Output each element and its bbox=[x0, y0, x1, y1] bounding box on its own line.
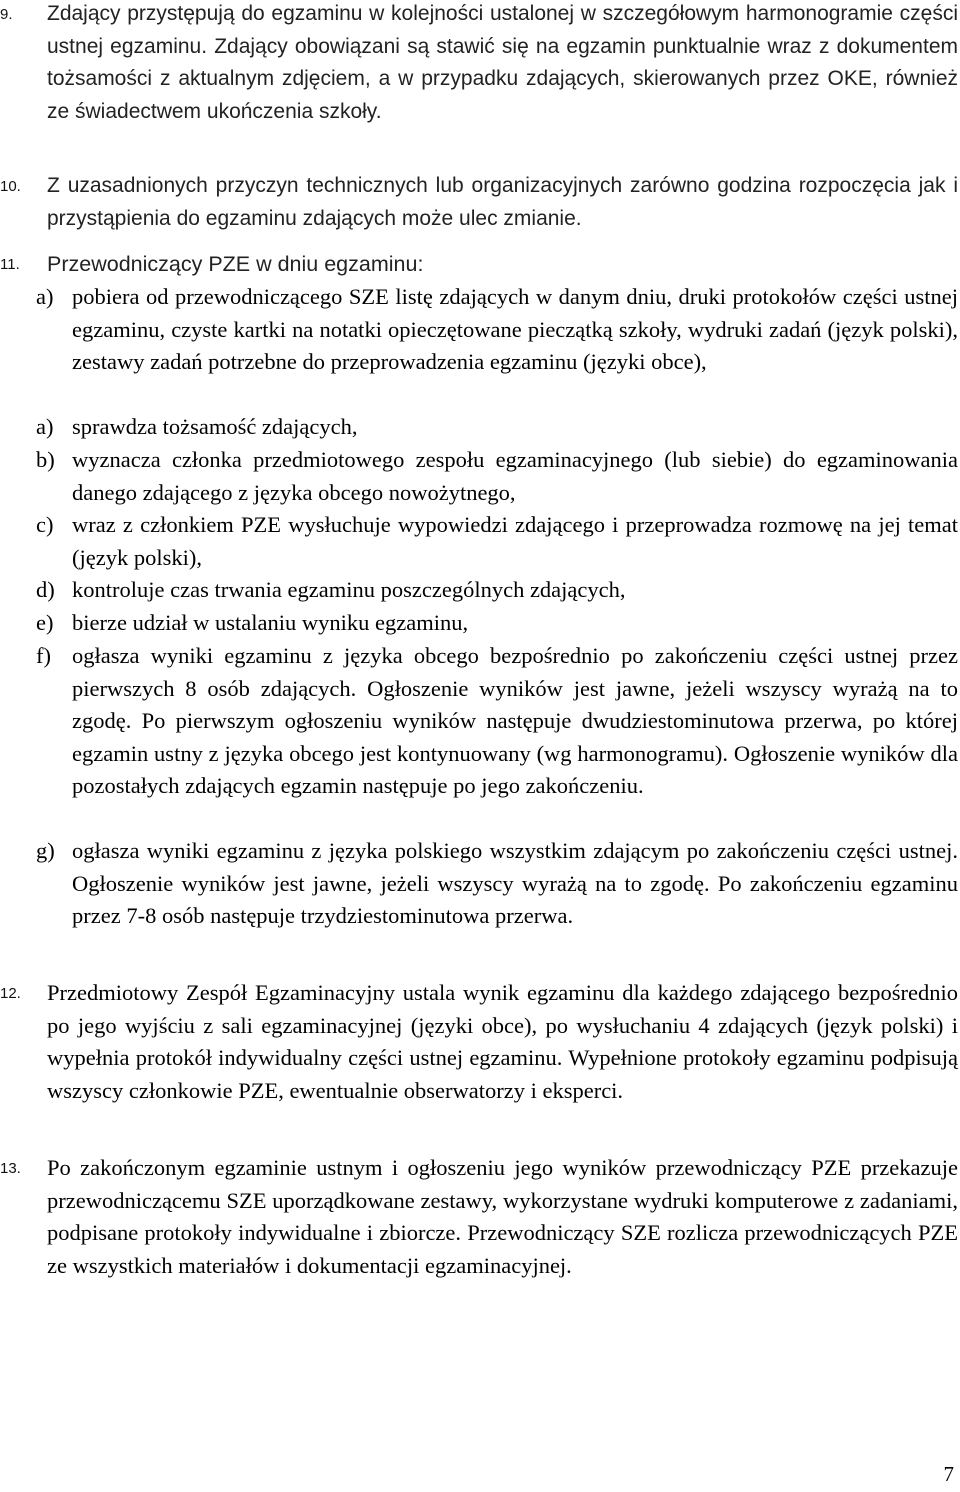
item-number: 13. bbox=[0, 1160, 21, 1177]
sub-item-text: kontroluje czas trwania egzaminu poszczególnych zdających, bbox=[72, 577, 626, 602]
list-item-12 bbox=[0, 977, 958, 1107]
list-item-13 bbox=[0, 1152, 958, 1282]
item-text: Przewodniczący PZE w dniu egzaminu: bbox=[47, 252, 424, 276]
item-text: Zdający przystępują do egzaminu w kolejności ustalonej w szczegółowym harmonogramie części ustnej egzaminu. Zdający obowiązani są stawić się na egzamin punktualnie wraz z dokumentem tożsamości z aktualnym zdjęciem, a w przypadku zdających, skierowanych przez OKE, również ze świadectwem ukończenia szkoły. bbox=[47, 2, 958, 123]
sub-item-d bbox=[0, 574, 958, 607]
sub-item-b bbox=[0, 444, 958, 509]
sub-item-c bbox=[0, 509, 958, 574]
item-text: Po zakończonym egzaminie ustnym i ogłoszeniu jego wyników przewodniczący PZE przekazuje przewodniczącemu SZE uporządkowane zestawy, wykorzystane wydruki komputerowe z zadaniami, podpisane protokoły indywidualne i zbiorcze. Przewodniczący SZE rozlicza przewodniczących PZE ze wszystkich materiałów i dokumentacji egzaminacyjnej. bbox=[47, 1155, 958, 1278]
item-text: Z uzasadnionych przyczyn technicznych lub organizacyjnych zarówno godzina rozpoczęcia jak i przystąpienia do egzaminu zdających może ulec zmianie. bbox=[47, 174, 958, 230]
sub-item-text: bierze udział w ustalaniu wyniku egzaminu, bbox=[72, 610, 469, 635]
sub-item-letter: c) bbox=[36, 512, 54, 537]
list-item-11 bbox=[0, 248, 958, 281]
sub-item-g bbox=[0, 835, 958, 933]
sub-item-text: wraz z członkiem PZE wysłuchuje wypowiedzi zdającego i przeprowadza rozmowę na jej temat (język polski), bbox=[72, 512, 958, 570]
sub-item-text: sprawdza tożsamość zdających, bbox=[72, 414, 358, 439]
item-number: 9. bbox=[0, 6, 13, 23]
sub-item-text: ogłasza wyniki egzaminu z języka obcego bezpośrednio po zakończeniu części ustnej przez pierwszych 8 osób zdających. Ogłoszenie wyników jest jawne, jeżeli wszyscy wyrażą na to zgodę. Po pierwszym ogłoszeniu wyników następuje dwudziestominutowa przerwa, po której egzamin ustny z języka obcego jest kontynuowany (wg harmonogramu). Ogłoszenie wyników dla pozostałych zdających egzamin następuje po jego zakończeniu. bbox=[72, 643, 958, 798]
sub-item-letter: f) bbox=[36, 643, 51, 668]
item-number: 11. bbox=[0, 256, 20, 273]
list-item-9 bbox=[0, 0, 958, 128]
item-number: 12. bbox=[0, 985, 21, 1002]
sub-item-letter: g) bbox=[36, 838, 55, 863]
sub-item-text: ogłasza wyniki egzaminu z języka polskiego wszystkim zdającym po zakończeniu części ustnej. Ogłoszenie wyników jest jawne, jeżeli wszyscy wyrażą na to zgodę. Po zakończeniu egzaminu przez 7-8 osób następuje trzydziestominutowa przerwa. bbox=[72, 838, 958, 928]
sub-item-a2 bbox=[0, 411, 958, 444]
page-number: 7 bbox=[943, 1462, 954, 1486]
item-text: Przedmiotowy Zespół Egzaminacyjny ustala wynik egzaminu dla każdego zdającego bezpośrednio po jego wyjściu z sali egzaminacyjnej (języki obce), po wysłuchaniu 4 zdających (język polski) i wypełnia protokół indywidualny części ustnej egzaminu. Wypełnione protokoły egzaminu podpisują wszyscy członkowie PZE, ewentualnie obserwatorzy i eksperci. bbox=[47, 980, 958, 1103]
list-item-10 bbox=[0, 170, 958, 235]
sub-item-a1 bbox=[0, 281, 958, 379]
item-number: 10. bbox=[0, 178, 21, 195]
sub-item-text: pobiera od przewodniczącego SZE listę zdających w danym dniu, druki protokołów części ustnej egzaminu, czyste kartki na notatki opieczętowane pieczątką szkoły, wydruki zadań (język polski), zestawy zadań potrzebne do przeprowadzenia egzaminu (języki obce), bbox=[72, 284, 958, 374]
sub-item-letter: e) bbox=[36, 610, 54, 635]
sub-item-letter: a) bbox=[36, 414, 54, 439]
sub-item-letter: b) bbox=[36, 447, 55, 472]
sub-item-letter: d) bbox=[36, 577, 55, 602]
sub-item-letter: a) bbox=[36, 284, 54, 309]
sub-item-text: wyznacza członka przedmiotowego zespołu egzaminacyjnego (lub siebie) do egzaminowania danego zdającego z języka obcego nowożytnego, bbox=[72, 447, 958, 505]
sub-item-f bbox=[0, 640, 958, 803]
sub-item-e bbox=[0, 607, 958, 640]
